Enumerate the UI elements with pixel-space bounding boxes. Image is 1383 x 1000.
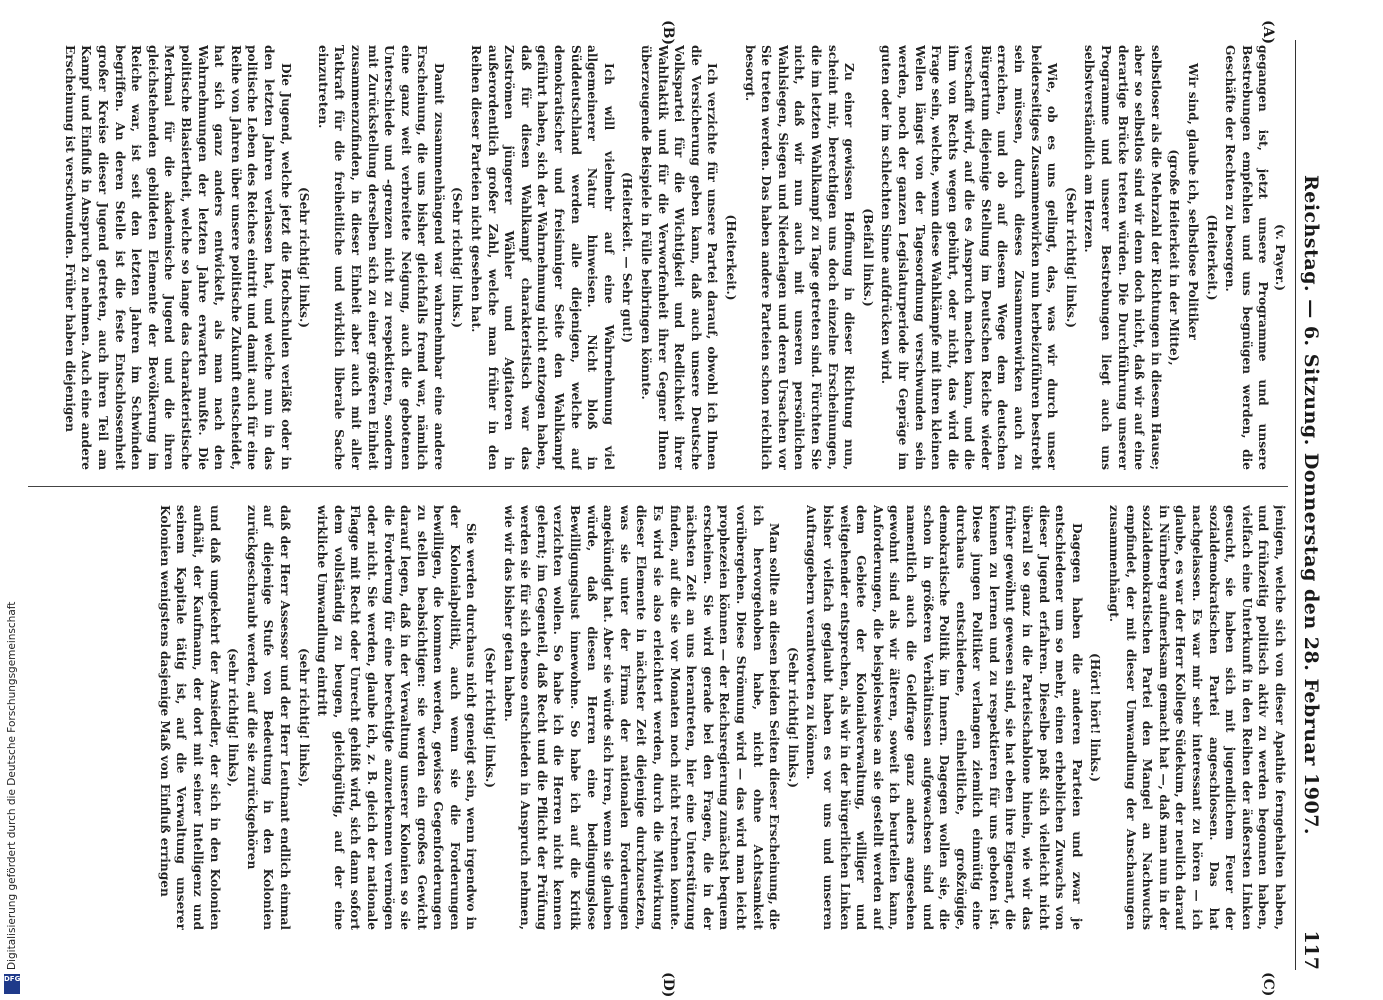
footer-text: Digitalisierung gefördert durch die Deutsche Forschungsgemeinschaft <box>6 601 18 970</box>
interjection: (Sehr richtig! links.) <box>1063 187 1078 328</box>
paragraph: Sie werden durchaus nicht geneigt sein, wenn irgendwo in der Kolonialpolitik, auch wenn sie die Forderungen bewilligen, die kommen werden, gewisse Gegenforderungen zu stellen beabsichtigen: sie werden ein großes Gewicht darauf legen, daß in der Verwaltung unserer Kolonien so sie die Forderung für eine berechtigte anzuerkennen vermögen oder nicht. Sie werden, glaube ich, z. B. gleich der nationale Flagge mit Recht oder Unrecht gehißt wird, sich dann sofort dem vollständig zu beugen, gleichgültig, auf der eine wirkliche Umwandlung eintritt <box>315 505 479 930</box>
paragraph: gegangen ist, jetzt unsere Programme und unsere Bestrebungen empfehlen und uns begnügen werden, die Geschäfte der Rechten zu besorgen. <box>1223 45 1271 470</box>
paragraph: Wie, ob es uns gelingt, das, was wir durch unser beiderseitiges Zusammenwirken nun herbeizuführen bestrebt sein müssen, durch dieses Zusammenwirken auch zu erreichen, und ob auf diesem Wege dem deutschen Bürgertum diejenige Stellung im Deutschen Reiche wieder verschafft wird, auf die es Anspruch machen kann, und die ihm von Rechts wegen gebührt, oder nicht, das wird die Frage sein, welche, wenn diese Wahlkämpfe mit ihren kleinen Wellen längst von der Tagesordnung verschwunden sein werden, noch der ganzen Legislaturperiode ihr Gepräge im guten oder im schlechten Sinne aufdrücken wird. <box>879 45 1060 470</box>
paragraph: selbstloser als die Mehrzahl der Richtungen in diesem Hause; aber so selbstlos sind wir denn doch nicht, daß wir auf eine derartige Brücke treten würden. Die Durchführung unserer Programme und unserer Bestrebungen liegt auch uns selbstverständlich am Herzen. <box>1082 45 1163 470</box>
paragraph: Ich will vielmehr auf eine Wahrnehmung viel allgemeinerer Natur hinweisen. Nicht bloß in Süddeutschland werden alle diejenigen, welche auf demokratischer und freisinniger Seite den Wahlkampf geführt haben, sich der Wahrnehmung nicht entzogen haben, daß für diesen Wahlkampf charakteristisch war das Zuströmen jüngerer Wähler und Agitatoren in außerordentlich großer Zahl, welche man früher in den Reihen dieser Parteien nicht gesehen hat. <box>469 45 616 470</box>
text-column-right <box>28 505 1288 930</box>
paragraph: Man sollte an diesen beiden Seiten dieser Erscheinung, die ich hervorgehoben habe, nicht ohne Achtsamkeit vorübergehen. Diese Strömung wird — das wird man leicht prophezeien können — der Reichsregierung zunächst bequem erscheinen. Sie wird gerade bei den Fragen, die in der nächsten Zeit an uns herantreten, hier eine Unterstützung finden, auf die sie vor Monaten noch nicht rechnen konnte. Es wird sie also erleichtert werden, durch die Mitwirkung dieser Elemente in nächster Zeit diejenige durchzusetzen, was sie unter der Firma der nationalen Forderungen angekündigt hat. Aber sie würde sich irren, wenn sie glauben würde, daß diesen Herren eine bedingungslose Bewilligungslust innewohne. So habe ich auf die Kritik verzichten wollen. So habe ich die Herren nicht kennen gelernt; im Gegenteil, daß Recht und die Pflicht der Prüfung werden sie für sich ebenso entschieden in Anspruch nehmen, wie wir das bisher getan haben. <box>501 505 782 930</box>
paragraph: Dagegen haben die anderen Parteien und zwar je entschiedener um so mehr, einen erheblichen Zuwachs von dieser Jugend erfahren. Dieselbe paßt sich vielleicht nicht überall so ganz in die Parteischablone hinein, wie wir das früher gewöhnt gewesen sind, sie hat eben ihre Eigenart, die kennen zu lernen und zu respektieren für uns geboten ist. Diese jungen Politiker verlangen ziemlich einmütig eine durchaus entschiedene, einheitliche, großzügige, demokratische Politik im Innern. Dagegen wollen sie, die schon in größeren Verhältnissen aufgewachsen sind und namentlich auch die Geldfrage ganz anders angesehen gewohnt sind als wir älteren, soweit ich beurteilen kann, Anforderungen, die beispielsweise an sie gestellt werden auf dem Gebiete der Kolonialverwaltung, williger und weitgehender entsprechen, als wir in der bürgerlichen Linken bisher vielfach geglaubt haben es vor uns und unseren Auftraggebern verantworten zu können. <box>804 505 1084 930</box>
paragraph: Ich verzichte für unsere Partei darauf, obwohl ich Ihnen die Versicherung geben kann, daß auch unsere Deutsche Volkspartei für die Wichtigkeit und Redlichkeit ihrer Wahltaktik und für die Verworfenheit ihrer Gegner Ihnen überzeugende Beispiele in Fülle beibringen könnte. <box>639 45 720 470</box>
margin-marker-b: (B) <box>660 20 676 46</box>
interjection: (Sehr richtig! links.) <box>450 187 465 328</box>
interjection: (Beifall links.) <box>860 208 875 307</box>
paragraph: daß der Herr Assessor und der Herr Leutnant endlich einmal auf diejenige Stufe von Bedeutung in den Kolonien zurückgeschraubt werden, auf die sie zurückgehören <box>244 505 292 930</box>
dfg-logo-icon: DFG <box>4 974 20 994</box>
margin-marker-a: (A) <box>1260 20 1276 45</box>
margin-marker-c: (C) <box>1260 972 1276 997</box>
text-column-left <box>28 45 1288 470</box>
interjection: (sehr richtig! links), <box>296 647 311 788</box>
paragraph: Die Jugend, welche jetzt die Hochschulen verläßt oder in den letzten Jahren verlassen hat, und welche nun in das politische Leben des Reiches eintritt und damit auch für eine Reihe von Jahren über unsere politische Zukunft entscheidet, hat sich ganz anders entwickelt, als man nach den Wahrnehmungen der letzten Jahre erwarten mußte. Die politische Blasiertheit, welche so lange das charakteristische Merkmal für die akademische Jugend und die ihren gleichstehenden gebildeten Elemente der Bevölkerung im Reiche war, ist seit den letzten Jahren im Schwinden begriffen. An deren Stelle ist die feste Entschlossenheit großer Kreise dieser Jugend getreten, auch ihren Teil am Kampf und Einfluß in Anspruch zu nehmen. Auch eine andere Erscheinung ist verschwunden. Früher haben diejenigen <box>62 45 293 470</box>
paragraph: Damit zusammenhängend war wahrnehmbar eine andere Erscheinung, die uns bisher gleichfalls fremd war, nämlich eine ganz weit verbreitete Neigung, auch die gebotenen Unterschiede und -grenzen nicht zu respektieren, sondern mit Zurückstellung derselben sich zu einer größeren Einheit zusammenzufinden, in dieser Einheit aber auch mit aller Tatkraft für die freiheitliche und wirklich liberale Sache einzutreten. <box>315 45 446 470</box>
interjection: (Hört! hört! links.) <box>1088 652 1103 783</box>
interjection: (Heiterkeit.) <box>724 214 738 301</box>
interjection: (Sehr richtig! links.) <box>785 647 800 788</box>
paragraph: Zu einer gewissen Hoffnung in dieser Richtung nun, scheint mir, berechtigen uns doch einzelne Erscheinungen, die im letzten Wahlkampf zu Tage getreten sind. Fürchten Sie nicht, daß wir nun auch mit unseren persönlichen Wahlsiegen, Siegen und Niederlagen und deren Ursachen vor Sie treten werden. Das haben andere Parteien schon reichlich besorgt. <box>742 45 857 470</box>
interjection: (Heiterkeit. — Sehr gut!) <box>620 171 635 344</box>
interjection: (große Heiterkeit in der Mitte), <box>1167 149 1182 366</box>
interjection: (sehr richtig! links), <box>226 647 241 788</box>
paragraph: und daß umgekehrt der Ansiedler, der sich in den Kolonien aufhält, der Kaufmann, der dort mit seiner Intelligenz und seinem Kapitale tätig ist, auf die Verwaltung unserer Kolonien wenigstens dasjenige Maß von Einfluß erringen <box>157 505 222 930</box>
paragraph: jenigen, welche sich von dieser Apathie ferngehalten haben, und frühzeitig politisch aktiv zu werden begonnen haben, vielfach eine Unterkunft in den Reihen der äußersten Linken gesucht, sie haben sich mit jugendlichem Feuer der sozialdemokratischen Partei angeschlossen. Das hat nachgelassen. Es war mir sehr interessant zu hören — ich glaube, es war der Herr Kollege Südekum, der neulich darauf in Nürnberg aufmerksam gemacht hat —, daß man nun in der sozialdemokratischen Partei den Mangel an Nachwuchs empfindet, der mit dieser Umwandlung der Anschauungen zusammenhängt. <box>1107 505 1287 930</box>
header-title: Reichstag. — 6. Sitzung. Donnerstag den 28. Februar 1907. <box>1300 174 1322 836</box>
page-header <box>1295 40 1322 970</box>
interjection: (Sehr richtig! links.) <box>483 647 498 788</box>
page-number: 117 <box>1300 930 1322 970</box>
margin-marker-d: (D) <box>660 972 676 998</box>
paragraph: Wir sind, glaube ich, selbstlose Politiker <box>1186 63 1201 340</box>
interjection: (Sehr richtig! links.) <box>297 187 312 328</box>
column-divider <box>28 486 1288 487</box>
interjection: (Heiterkeit.) <box>1204 214 1219 301</box>
speaker-label: (v. Payer.) <box>1273 224 1287 291</box>
